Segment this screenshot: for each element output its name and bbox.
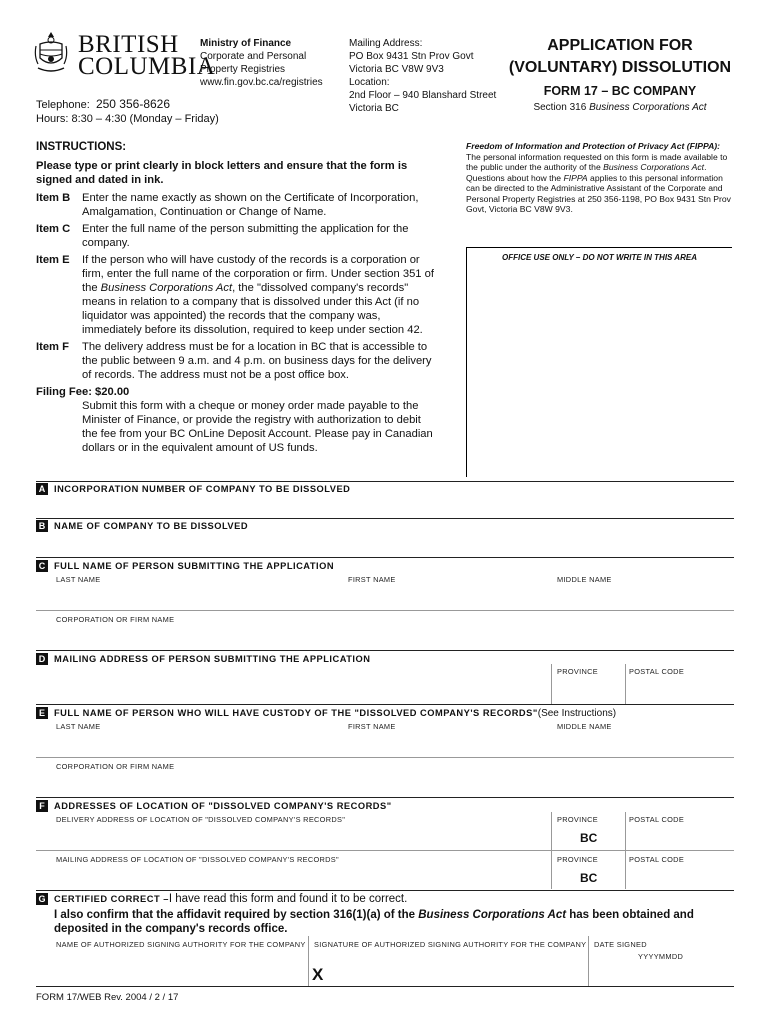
d-province-label: PROVINCE bbox=[557, 667, 599, 676]
ministry-block bbox=[200, 37, 323, 89]
f-mailing-province-label: PROVINCE bbox=[557, 855, 599, 864]
section-g-header: G CERTIFIED CORRECT – I have read this form and found it to be correct. bbox=[36, 893, 407, 905]
e-last-name-field[interactable] bbox=[54, 732, 334, 756]
c-first-name-label: FIRST NAME bbox=[348, 575, 396, 584]
c-last-name-label: LAST NAME bbox=[56, 575, 101, 584]
filing-fee-text: Submit this form with a cheque or money order made payable to the Minister of Finance, or provide the registry with authorization to debit the fee from your BC OnLine Deposit Account. Please pay in Canadian dollars or in the equivalent amount of US funds. bbox=[82, 400, 433, 454]
e-middle-name-field[interactable] bbox=[555, 732, 733, 756]
e-first-name-label: FIRST NAME bbox=[348, 722, 396, 731]
certify-text: I also confirm that the affidavit required by section 316(1)(a) of the Business Corporations Act has been obtained and deposited in the company's records office. bbox=[54, 909, 694, 935]
form-title bbox=[505, 35, 735, 113]
instructions-heading: INSTRUCTIONS: bbox=[36, 141, 127, 153]
delivery-postal-code-field[interactable] bbox=[629, 825, 733, 849]
f-delivery-province-label: PROVINCE bbox=[557, 815, 599, 824]
auth-signature-label: SIGNATURE OF AUTHORIZED SIGNING AUTHORITY FOR THE COMPANY bbox=[314, 940, 587, 949]
ministry-line3: Property Registries bbox=[200, 64, 286, 75]
e-corp-firm-field[interactable] bbox=[54, 772, 734, 794]
c-corp-firm-label: CORPORATION OR FIRM NAME bbox=[56, 615, 175, 624]
office-hours: Hours: 8:30 – 4:30 (Monday – Friday) bbox=[36, 113, 219, 125]
mailing-label: Mailing Address: bbox=[349, 38, 423, 49]
section-ref: Section 316 Business Corporations Act bbox=[533, 102, 707, 113]
company-name-field[interactable] bbox=[36, 534, 734, 556]
telephone-label: Telephone: bbox=[36, 99, 90, 111]
office-use-label: OFFICE USE ONLY – DO NOT WRITE IN THIS AREA bbox=[502, 253, 697, 262]
instruction-item-b: Item B Enter the name exactly as shown on the Certificate of Incorporation, Amalgamation, Continuation or Change of Name. bbox=[36, 192, 419, 218]
c-first-name-field[interactable] bbox=[346, 585, 546, 609]
d-province-field[interactable] bbox=[555, 678, 621, 702]
instruction-item-f: Item F The delivery address must be for a location in BC that is accessible to the public between 9 a.m. and 4 p.m. on business days for the delivery of records. The address must not be a post office box. bbox=[36, 341, 432, 381]
delivery-address-field[interactable] bbox=[54, 825, 544, 849]
contact-block bbox=[36, 97, 219, 126]
date-format-hint: YYYYMMDD bbox=[638, 952, 684, 961]
coat-of-arms-icon bbox=[34, 30, 68, 76]
e-last-name-label: LAST NAME bbox=[56, 722, 101, 731]
mailing-postal-code-field[interactable] bbox=[629, 865, 733, 889]
title-line2: (VOLUNTARY) DISSOLUTION bbox=[508, 59, 732, 76]
bc-logo bbox=[34, 30, 216, 80]
d-postal-code-label: POSTAL CODE bbox=[629, 667, 685, 676]
section-e-header: E FULL NAME OF PERSON WHO WILL HAVE CUSTODY OF THE "DISSOLVED COMPANY'S RECORDS" (See Instructions) bbox=[36, 707, 616, 719]
mailing-line2: Victoria BC V8W 9V3 bbox=[349, 64, 444, 75]
f-delivery-postal-code-label: POSTAL CODE bbox=[629, 815, 685, 824]
date-signed-label: DATE SIGNED bbox=[594, 940, 647, 949]
d-postal-code-field[interactable] bbox=[629, 678, 733, 702]
filing-fee-heading: Filing Fee: $20.00 bbox=[36, 386, 130, 398]
title-line1: APPLICATION FOR bbox=[547, 37, 693, 54]
signature-x-mark: X bbox=[312, 965, 324, 984]
c-middle-name-label: MIDDLE NAME bbox=[557, 575, 612, 584]
e-middle-name-label: MIDDLE NAME bbox=[557, 722, 612, 731]
form-footer: FORM 17/WEB Rev. 2004 / 2 / 17 bbox=[36, 992, 179, 1003]
auth-signature-field[interactable] bbox=[312, 950, 584, 984]
form-number: FORM 17 – BC COMPANY bbox=[543, 84, 697, 98]
section-c-header: C FULL NAME OF PERSON SUBMITTING THE APPLICATION bbox=[36, 560, 334, 572]
c-corp-firm-field[interactable] bbox=[54, 625, 734, 647]
logo-line1: BRITISH bbox=[78, 31, 179, 58]
section-a-header: A INCORPORATION NUMBER OF COMPANY TO BE DISSOLVED bbox=[36, 483, 350, 495]
instructions-intro: Please type or print clearly in block letters and ensure that the form is signed and dated in ink. bbox=[36, 160, 408, 186]
location-label: Location: bbox=[349, 77, 390, 88]
c-last-name-field[interactable] bbox=[54, 585, 334, 609]
f-mailing-postal-code-label: POSTAL CODE bbox=[629, 855, 685, 864]
delivery-address-label: DELIVERY ADDRESS OF LOCATION OF "DISSOLVED COMPANY'S RECORDS" bbox=[56, 815, 346, 824]
mailing-block bbox=[349, 37, 496, 115]
ministry-name: Ministry of Finance bbox=[200, 38, 292, 49]
section-f-header: F ADDRESSES OF LOCATION OF "DISSOLVED COMPANY'S RECORDS" bbox=[36, 800, 392, 812]
c-middle-name-field[interactable] bbox=[555, 585, 733, 609]
e-corp-firm-label: CORPORATION OR FIRM NAME bbox=[56, 762, 175, 771]
delivery-province-value: BC bbox=[580, 831, 598, 845]
logo-line2: COLUMBIA bbox=[78, 53, 216, 80]
mailing-province-value: BC bbox=[580, 871, 598, 885]
section-d-header: D MAILING ADDRESS OF PERSON SUBMITTING THE APPLICATION bbox=[36, 653, 370, 665]
fippa-notice: Freedom of Information and Protection of Privacy Act (FIPPA): The personal information requested on this form is made available to the public under the authority of the Business Corporations Act. Questions about how the FIPPA applies to this personal information can be directed to the Administrative Assistant of the Corporate and Personal Property Registries at 250 356-1198, PO Box 9431 Stn Prov Govt, Victoria BC V8W 9V3. bbox=[466, 141, 731, 214]
office-use-area bbox=[466, 247, 732, 477]
mailing-address-field[interactable] bbox=[54, 865, 544, 889]
auth-name-label: NAME OF AUTHORIZED SIGNING AUTHORITY FOR THE COMPANY bbox=[56, 940, 306, 949]
incorporation-number-field[interactable] bbox=[36, 497, 734, 517]
location-line1: 2nd Floor – 940 Blanshard Street bbox=[349, 90, 497, 101]
e-first-name-field[interactable] bbox=[346, 732, 546, 756]
date-signed-field[interactable] bbox=[592, 962, 733, 984]
auth-name-field[interactable] bbox=[54, 950, 304, 984]
instructions bbox=[36, 140, 436, 455]
d-address-field[interactable] bbox=[54, 668, 544, 702]
location-line2: Victoria BC bbox=[349, 103, 399, 114]
ministry-url: www.fin.gov.bc.ca/registries bbox=[200, 77, 323, 88]
instruction-item-c: Item C Enter the full name of the person submitting the application for the company. bbox=[36, 223, 409, 249]
section-b-header: B NAME OF COMPANY TO BE DISSOLVED bbox=[36, 520, 248, 532]
mailing-address-label: MAILING ADDRESS OF LOCATION OF "DISSOLVED COMPANY'S RECORDS" bbox=[56, 855, 339, 864]
instruction-item-e: Item E If the person who will have custody of the records is a corporation or firm, enter the full name of the corporation or firm. Under section 351 of the Business Corporations Act, the "dissolved company's records" means in relation to a company that is dissolved under this Act (if no liquidator was appointed) the records that the company was, immediately before its dissolution, required to keep under section 42. bbox=[36, 254, 434, 336]
ministry-line2: Corporate and Personal bbox=[200, 51, 307, 62]
mailing-line1: PO Box 9431 Stn Prov Govt bbox=[349, 51, 474, 62]
telephone-value: 250 356-8626 bbox=[95, 97, 171, 111]
